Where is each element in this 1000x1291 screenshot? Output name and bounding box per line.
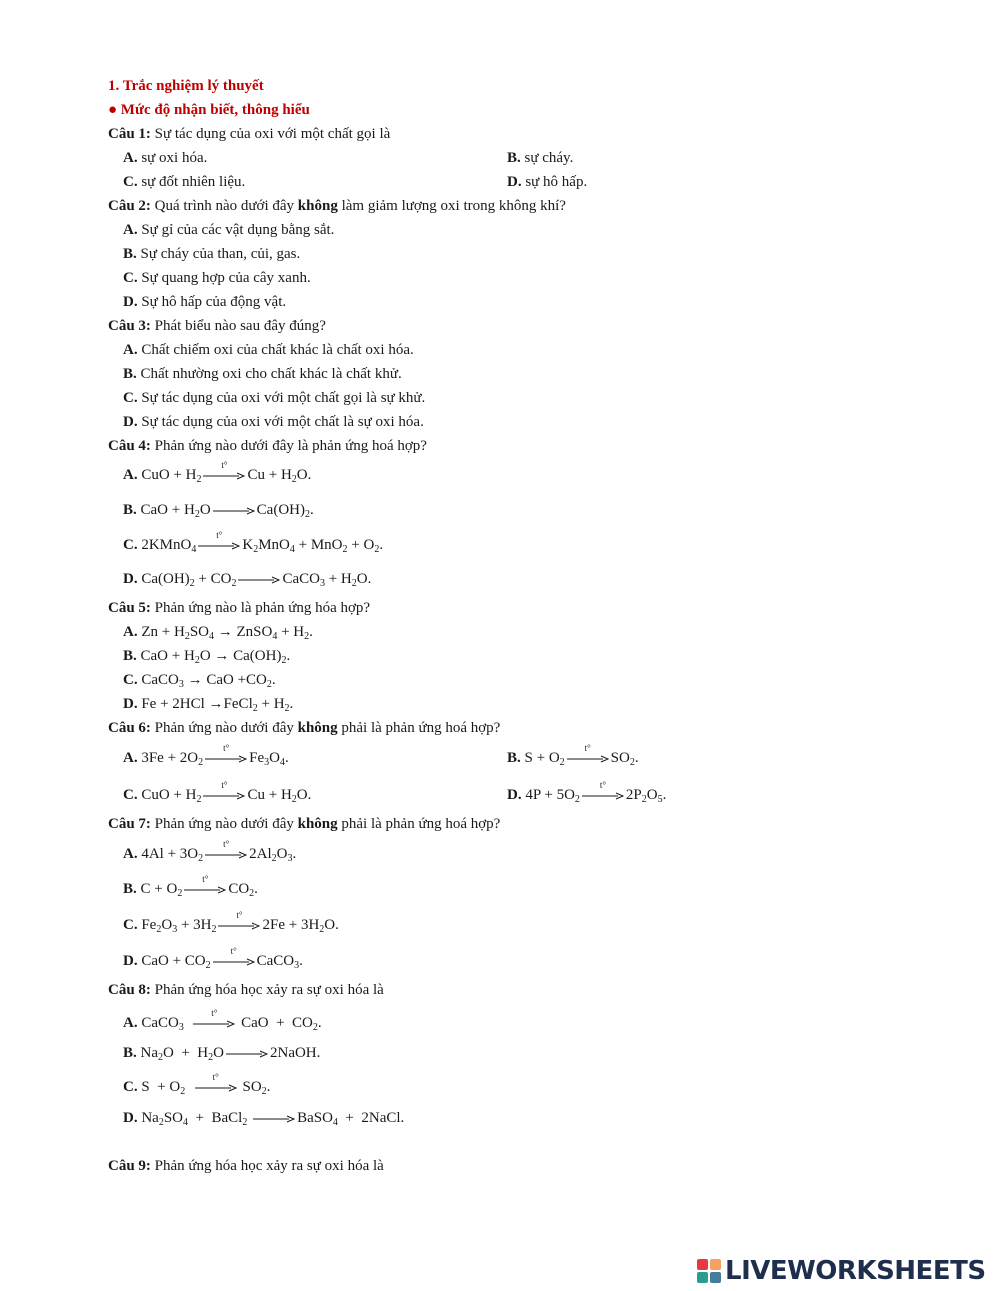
reaction-arrow (184, 873, 226, 894)
equation: CaCO$_3$ → CaO $+CO_2$. (141, 672, 276, 690)
question-number: Câu 4: (108, 438, 151, 454)
question-9 (108, 1158, 384, 1175)
option-label: D. (123, 571, 138, 587)
option-text: Sự tác dụng của oxi với một chất là sự oxi hóa. (141, 414, 424, 430)
question-2 (108, 198, 566, 215)
question-number: Câu 1: (108, 126, 151, 142)
question-number: Câu 2: (108, 198, 151, 214)
q3-option-c[interactable] (123, 390, 425, 407)
question-number: Câu 7: (108, 816, 151, 832)
question-text: Phát biểu nào sau đây đúng? (154, 318, 326, 334)
q8-option-d[interactable] (123, 1110, 404, 1127)
q5-option-c[interactable] (123, 672, 276, 689)
equation: $Ca(OH)_2 + CO_2$ CaCO$_3$ + $H_2O$. (141, 571, 372, 589)
question-1 (108, 126, 390, 143)
question-number: Câu 9: (108, 1158, 151, 1174)
reaction-arrow (203, 459, 245, 480)
reaction-arrow (213, 945, 255, 966)
q6-option-b[interactable] (507, 742, 639, 768)
section-heading: 1. Trắc nghiệm lý thuyết (108, 78, 264, 94)
option-label: D. (507, 174, 522, 190)
q5-option-a[interactable] (123, 624, 313, 641)
reaction-arrow (213, 507, 255, 515)
option-label: B. (123, 366, 137, 382)
option-label: A. (123, 150, 138, 166)
arrow-condition: t° (221, 459, 228, 470)
option-label: A. (123, 342, 138, 358)
q2-option-b[interactable] (123, 246, 300, 263)
question-number: Câu 8: (108, 982, 151, 998)
question-text: Quá trình nào dưới đây (154, 198, 295, 214)
q7-option-b[interactable] (123, 873, 258, 899)
option-text: sự hô hấp. (525, 174, 588, 190)
reaction-arrow (195, 1071, 237, 1092)
option-text: Sự hô hấp của động vật. (141, 294, 287, 310)
equation: CaCO$_3$ t° CaO + $CO_2$. (141, 1007, 322, 1033)
q2-option-c[interactable] (123, 270, 311, 287)
option-label: C. (123, 390, 138, 406)
arrow-condition: t° (236, 909, 243, 920)
reaction-arrow (193, 1007, 235, 1028)
q7-option-a[interactable] (123, 838, 297, 864)
option-label: A. (123, 467, 138, 483)
q6-option-a[interactable] (123, 742, 289, 768)
equation: CuO + $H_2$ t° $Cu + H_2O$. (141, 459, 312, 485)
equation: CaO + $CO_2$ t° CaCO$_3$. (141, 945, 303, 971)
option-label: A. (123, 846, 138, 862)
emphasis: không (297, 720, 338, 736)
option-label: B. (507, 150, 521, 166)
q8-option-c[interactable] (123, 1071, 271, 1097)
option-label: A. (123, 222, 138, 238)
q1-option-b[interactable] (507, 150, 573, 167)
question-text: phải là phản ứng hoá hợp? (341, 720, 501, 736)
question-7 (108, 816, 500, 833)
question-6 (108, 720, 500, 737)
option-label: C. (123, 537, 138, 553)
option-label: D. (123, 696, 138, 712)
equation: $Na_2SO_4$ + BaCl$_2$ BaSO$_4$ + 2NaCl. (141, 1110, 405, 1128)
option-label: C. (123, 787, 138, 803)
question-number: Câu 5: (108, 600, 151, 616)
option-label: B. (123, 502, 137, 518)
reaction-arrow (582, 779, 624, 800)
equation: $4Al + 3O_2$ t° $2Al_2O_3$. (141, 838, 297, 864)
q4-option-a[interactable] (123, 459, 312, 485)
emphasis: không (297, 816, 338, 832)
q8-option-b[interactable] (123, 1045, 320, 1062)
arrow-condition: t° (211, 1007, 218, 1018)
equation: $S + O_2$ t° $SO_2$. (141, 1071, 271, 1097)
question-4 (108, 438, 427, 455)
liveworksheets-logo (697, 1256, 986, 1286)
q4-option-d[interactable] (123, 571, 371, 588)
question-text: Phản ứng nào dưới đây (154, 816, 294, 832)
equation: $3Fe + 2O_2$ t° $Fe_3O_4$. (141, 742, 289, 768)
option-text: Chất chiếm oxi của chất khác là chất oxi hóa. (141, 342, 414, 358)
arrow-condition: t° (216, 529, 223, 540)
question-3 (108, 318, 326, 335)
option-label: A. (123, 750, 138, 766)
equation: $4P + 5O_2$ t° $2P_2O_5$. (525, 779, 667, 805)
equation: Fe + 2HCl →FeCl$_2$ + $H_2$. (141, 696, 294, 714)
q5-option-d[interactable] (123, 696, 293, 713)
option-label: C. (123, 270, 138, 286)
logo-block (710, 1272, 721, 1283)
option-label: A. (123, 1015, 138, 1031)
equation: $Fe_2O_3 + 3H_2$ t° $2Fe + 3H_2O$. (141, 909, 339, 935)
q8-option-a[interactable] (123, 1007, 322, 1033)
logo-text: LIVEWORKSHEETS (725, 1256, 986, 1286)
q2-option-a[interactable] (123, 222, 334, 239)
question-text: làm giảm lượng oxi trong không khí? (341, 198, 566, 214)
option-label: B. (123, 246, 137, 262)
q3-option-d[interactable] (123, 414, 424, 431)
q4-option-c[interactable] (123, 529, 384, 555)
option-label: B. (123, 881, 137, 897)
equation: CaO + $H_2O \to Ca(OH)_2$. (140, 648, 291, 666)
reaction-arrow (567, 742, 609, 763)
emphasis: không (297, 198, 338, 214)
q6-option-d[interactable] (507, 779, 667, 805)
option-text: Sự tác dụng của oxi với một chất gọi là sự khử. (141, 390, 426, 406)
option-label: D. (123, 953, 138, 969)
arrow-condition: t° (223, 838, 230, 849)
option-label: D. (123, 1110, 138, 1126)
option-label: C. (123, 917, 138, 933)
q3-option-a[interactable] (123, 342, 414, 359)
q7-option-d[interactable] (123, 945, 303, 971)
equation: $Na_2O + H_2O$ 2NaOH. (140, 1045, 321, 1063)
option-label: D. (123, 414, 138, 430)
arrow-condition: t° (584, 742, 591, 753)
question-5 (108, 600, 370, 617)
section-subheading: ● Mức độ nhận biết, thông hiểu (108, 102, 310, 118)
reaction-arrow (203, 779, 245, 800)
question-text: Phản ứng nào là phản ứng hóa hợp? (154, 600, 371, 616)
option-text: sự oxi hóa. (141, 150, 208, 166)
q7-option-c[interactable] (123, 909, 339, 935)
option-text: Chất nhường oxi cho chất khác là chất khử. (140, 366, 402, 382)
logo-block (697, 1272, 708, 1283)
reaction-arrow (205, 838, 247, 859)
option-label: C. (123, 1079, 138, 1095)
reaction-arrow (205, 742, 247, 763)
reaction-arrow (218, 909, 260, 930)
logo-icon (697, 1259, 721, 1283)
option-label: B. (507, 750, 521, 766)
option-text: Sự gỉ của các vật dụng bằng sắt. (141, 222, 335, 238)
question-text: phải là phản ứng hoá hợp? (341, 816, 501, 832)
option-label: B. (123, 648, 137, 664)
q1-option-a[interactable] (123, 150, 207, 167)
arrow-condition: t° (599, 779, 606, 790)
arrow-condition: t° (230, 945, 237, 956)
option-label: C. (123, 672, 138, 688)
arrow-condition: t° (221, 779, 228, 790)
option-label: D. (507, 787, 522, 803)
option-text: Sự quang hợp của cây xanh. (141, 270, 311, 286)
equation: $S + O_2$ t° $SO_2$. (524, 742, 639, 768)
question-text: Sự tác dụng của oxi với một chất gọi là (154, 126, 391, 142)
equation: CuO + $H_2$ t° $Cu + H_2O$. (141, 779, 312, 805)
reaction-arrow (253, 1115, 295, 1123)
q1-option-d[interactable] (507, 174, 587, 191)
equation: $C + O_2$ t° $CO_2$. (140, 873, 258, 899)
question-number: Câu 3: (108, 318, 151, 334)
option-label: D. (123, 294, 138, 310)
reaction-arrow (238, 576, 280, 584)
question-text: Phản ứng hóa học xảy ra sự oxi hóa là (154, 1158, 384, 1174)
equation: CaO + $H_2O$ $Ca(OH)_2$. (140, 502, 314, 520)
question-8 (108, 982, 384, 999)
question-number: Câu 6: (108, 720, 151, 736)
arrow-condition: t° (212, 1071, 219, 1082)
question-text: Phản ứng hóa học xảy ra sự oxi hóa là (154, 982, 384, 998)
reaction-arrow (198, 529, 240, 550)
option-text: sự đốt nhiên liệu. (141, 174, 246, 190)
arrow-condition: t° (202, 873, 209, 884)
equation: 2KMnO$_4$ t° $K_2MnO_4 + MnO_2 + O_2$. (141, 529, 384, 555)
option-label: C. (123, 174, 138, 190)
q2-option-d[interactable] (123, 294, 286, 311)
arrow-condition: t° (223, 742, 230, 753)
q5-option-b[interactable] (123, 648, 290, 665)
option-text: Sự cháy của than, củi, gas. (140, 246, 301, 262)
option-label: B. (123, 1045, 137, 1061)
question-text: Phản ứng nào dưới đây là phản ứng hoá hợp? (154, 438, 427, 454)
q3-option-b[interactable] (123, 366, 402, 383)
logo-block (697, 1259, 708, 1270)
question-text: Phản ứng nào dưới đây (154, 720, 294, 736)
q4-option-b[interactable] (123, 502, 314, 519)
equation: $Zn + H_2SO_4$ → ZnSO$_4$ + $H_2$. (141, 624, 313, 642)
q6-option-c[interactable] (123, 779, 312, 805)
logo-block (710, 1259, 721, 1270)
q1-option-c[interactable] (123, 174, 245, 191)
option-label: A. (123, 624, 138, 640)
reaction-arrow (226, 1050, 268, 1058)
option-text: sự cháy. (524, 150, 574, 166)
